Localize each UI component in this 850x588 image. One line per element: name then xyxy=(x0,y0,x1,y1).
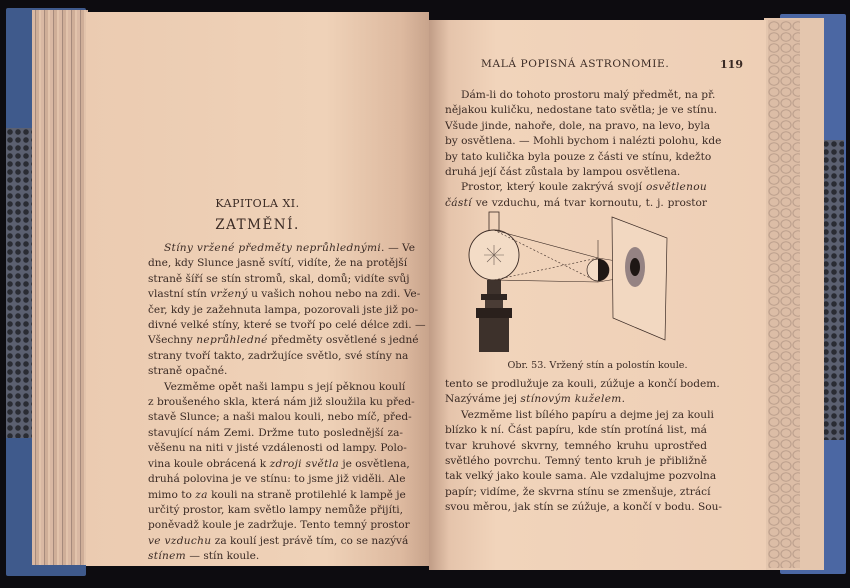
text-line xyxy=(148,488,406,503)
endpaper-pattern-right xyxy=(822,140,844,440)
page-edges-left xyxy=(32,10,88,565)
text-line xyxy=(148,395,415,410)
text-line xyxy=(148,287,421,302)
text-run: blízko k ní. Část papíru, kde stín protíná list, má xyxy=(445,424,707,437)
text-line xyxy=(445,196,707,211)
text-run: nějakou kuličku, nedostane tato světla; je ve stínu. xyxy=(445,104,718,117)
text-run: vlastní stín xyxy=(148,288,211,301)
emphasis-text: Stíny vržené předměty neprůhlednými. xyxy=(164,242,385,254)
text-run: u vašich nohou nebo na zdi. Ve- xyxy=(247,288,421,301)
text-run: papír; vidíme, že skvrna stínu se zmenšuje, ztrácí xyxy=(445,485,711,498)
text-line xyxy=(148,549,403,564)
right-page xyxy=(429,20,766,570)
paragraph-shadow-cone xyxy=(445,377,723,516)
text-line xyxy=(445,408,714,423)
text-run: předměty osvětlené s jedné xyxy=(267,334,419,347)
text-line xyxy=(148,272,410,287)
text-line xyxy=(148,349,409,364)
text-run: čer, kdy je zažehnuta lampa, pozorovali jste již po- xyxy=(148,303,419,316)
emphasis-text: neprůhledné xyxy=(196,334,268,347)
text-line xyxy=(445,439,707,454)
text-line xyxy=(445,103,718,118)
running-head-title: MALÁ POPISNÁ ASTRONOMIE. xyxy=(481,58,670,70)
text-line xyxy=(148,333,419,348)
text-line xyxy=(148,303,419,318)
text-run: — Ve xyxy=(384,242,415,254)
text-run: tvar kruhové skvrny, temného kruhu uprostřed xyxy=(445,439,707,452)
text-run: poněvadž koule je zadržuje. Tento temný prostor xyxy=(148,519,410,532)
text-line xyxy=(445,392,707,407)
text-line xyxy=(148,410,412,425)
text-line xyxy=(445,377,720,392)
left-page xyxy=(86,12,429,566)
text-line xyxy=(148,318,426,333)
text-run: straně opačné. xyxy=(148,365,228,378)
text-line xyxy=(445,119,711,134)
text-line xyxy=(445,500,723,515)
lamp-icon xyxy=(469,212,519,352)
text-run: by osvětlena. — Mohli bychom i nalézti polohu, kde xyxy=(445,135,722,148)
text-run: — stín koule. xyxy=(186,550,260,563)
emphasis-text: za xyxy=(195,488,208,501)
text-run: z broušeného skla, která nám již sloužila ku před- xyxy=(148,396,415,409)
text-run: tak velký jako koule sama. Ale vzdalujme pozvolna xyxy=(445,470,717,483)
text-line xyxy=(148,441,407,456)
text-run: dne, kdy Slunce jasně svítí, vidíte, že na protější xyxy=(148,257,408,270)
text-run: kouli na straně protilehlé k lampě je xyxy=(207,488,406,501)
text-run: by tato kulička byla pouze z části ve stínu, kdežto xyxy=(445,150,712,163)
text-run: straně šíří se stín stromů, skal, domů; vidíte svůj xyxy=(148,272,410,285)
text-run: Všechny xyxy=(148,334,197,347)
figure-caption: Obr. 53. Vržený stín a polostín koule. xyxy=(507,360,688,371)
paragraph-lamp-experiment xyxy=(148,380,415,565)
text-run: svou měrou, jak stín se zúžuje, a končí v bodu. Sou- xyxy=(445,501,723,514)
text-line xyxy=(148,256,408,271)
text-line xyxy=(148,457,410,472)
text-run: stavě Slunce; a naši malou kouli, nebo míč, před- xyxy=(148,411,412,424)
left-body-text xyxy=(148,241,426,565)
emphasis-text: částí xyxy=(445,196,472,209)
text-run: Dám-li do tohoto prostoru malý předmět, na př. xyxy=(461,89,716,101)
text-run: druhá její část zůstala by lampou osvětlena. xyxy=(445,166,681,179)
text-line xyxy=(445,180,707,195)
text-line xyxy=(445,165,707,180)
text-run: Vezměme opět naši lampu s její pěknou koulí xyxy=(164,380,406,393)
emphasis-text: zdroji světla xyxy=(269,457,339,470)
text-run: druhá polovina je ve stínu: to jsme již viděli. Ale xyxy=(148,473,406,486)
endpaper-pattern-left xyxy=(6,128,32,438)
text-line xyxy=(148,472,406,487)
text-run: ve vzduchu, má tvar kornoutu, t. j. prostor xyxy=(471,196,707,209)
text-line xyxy=(148,534,409,549)
text-run: světlého povrchu. Temný tento kruh je přibližně xyxy=(445,455,707,468)
text-run: určitý prostor, kam světlo lampy nemůže přijíti, xyxy=(148,503,403,516)
text-run: Nazýváme jej xyxy=(445,393,521,406)
marbled-edge-right xyxy=(768,20,800,568)
text-run: stavující nám Zemi. Držme tuto poslednější za- xyxy=(148,426,403,439)
paragraph xyxy=(445,88,722,180)
text-line xyxy=(148,364,403,379)
text-run: strany tvoří takto, zadržujíce světlo, své stíny na xyxy=(148,349,409,362)
text-run: věšenu na niti v jisté vzdálenosti od lampy. Polo- xyxy=(148,442,407,455)
chapter-title: ZATMĚNÍ. xyxy=(215,217,300,233)
text-line xyxy=(148,503,403,518)
paper-screen-icon xyxy=(612,217,667,340)
paragraph xyxy=(445,180,707,211)
ball-icon xyxy=(587,240,609,281)
emphasis-text: ve vzduchu xyxy=(148,534,212,547)
paragraph xyxy=(445,408,723,516)
text-line xyxy=(148,426,403,441)
text-line xyxy=(445,423,707,438)
paragraph-shadows-intro xyxy=(148,241,426,380)
text-run: Všude jinde, nahoře, dole, na pravo, na levo, byla xyxy=(445,119,711,132)
text-line xyxy=(148,518,410,533)
text-line xyxy=(445,150,712,165)
emphasis-text: vržený xyxy=(210,288,248,301)
running-header xyxy=(481,58,743,74)
figure-lamp-shadow-illustration xyxy=(467,210,677,355)
chapter-label: KAPITOLA XI. xyxy=(215,197,300,210)
paragraph-small-object xyxy=(445,88,722,211)
text-run: je osvětlena, xyxy=(338,457,410,470)
text-run: mimo to xyxy=(148,488,196,501)
text-line xyxy=(445,485,711,500)
text-line xyxy=(148,241,415,256)
emphasis-text: stínem xyxy=(148,550,187,563)
text-run: . xyxy=(621,393,625,406)
text-line xyxy=(148,380,406,395)
text-run: divné velké stíny, které se tvoří po celé délce zdi. — xyxy=(148,319,426,332)
paragraph xyxy=(445,377,720,408)
text-line xyxy=(445,469,717,484)
text-line xyxy=(445,88,716,103)
text-line xyxy=(445,134,722,149)
text-run: Vezměme list bílého papíru a dejme jej za kouli xyxy=(461,408,714,421)
text-run: vina koule obrácená k xyxy=(148,457,270,470)
text-run: tento se prodlužuje za kouli, zúžuje a končí bodem. xyxy=(445,378,720,390)
text-run: za koulí jest právě tím, co se nazývá xyxy=(211,534,409,547)
emphasis-text: osvětlenou xyxy=(645,181,707,194)
emphasis-text: stínovým kuželem xyxy=(520,393,622,406)
page-number: 119 xyxy=(720,58,743,71)
text-line xyxy=(445,454,707,469)
text-run: Prostor, který koule zakrývá svojí xyxy=(461,181,646,194)
